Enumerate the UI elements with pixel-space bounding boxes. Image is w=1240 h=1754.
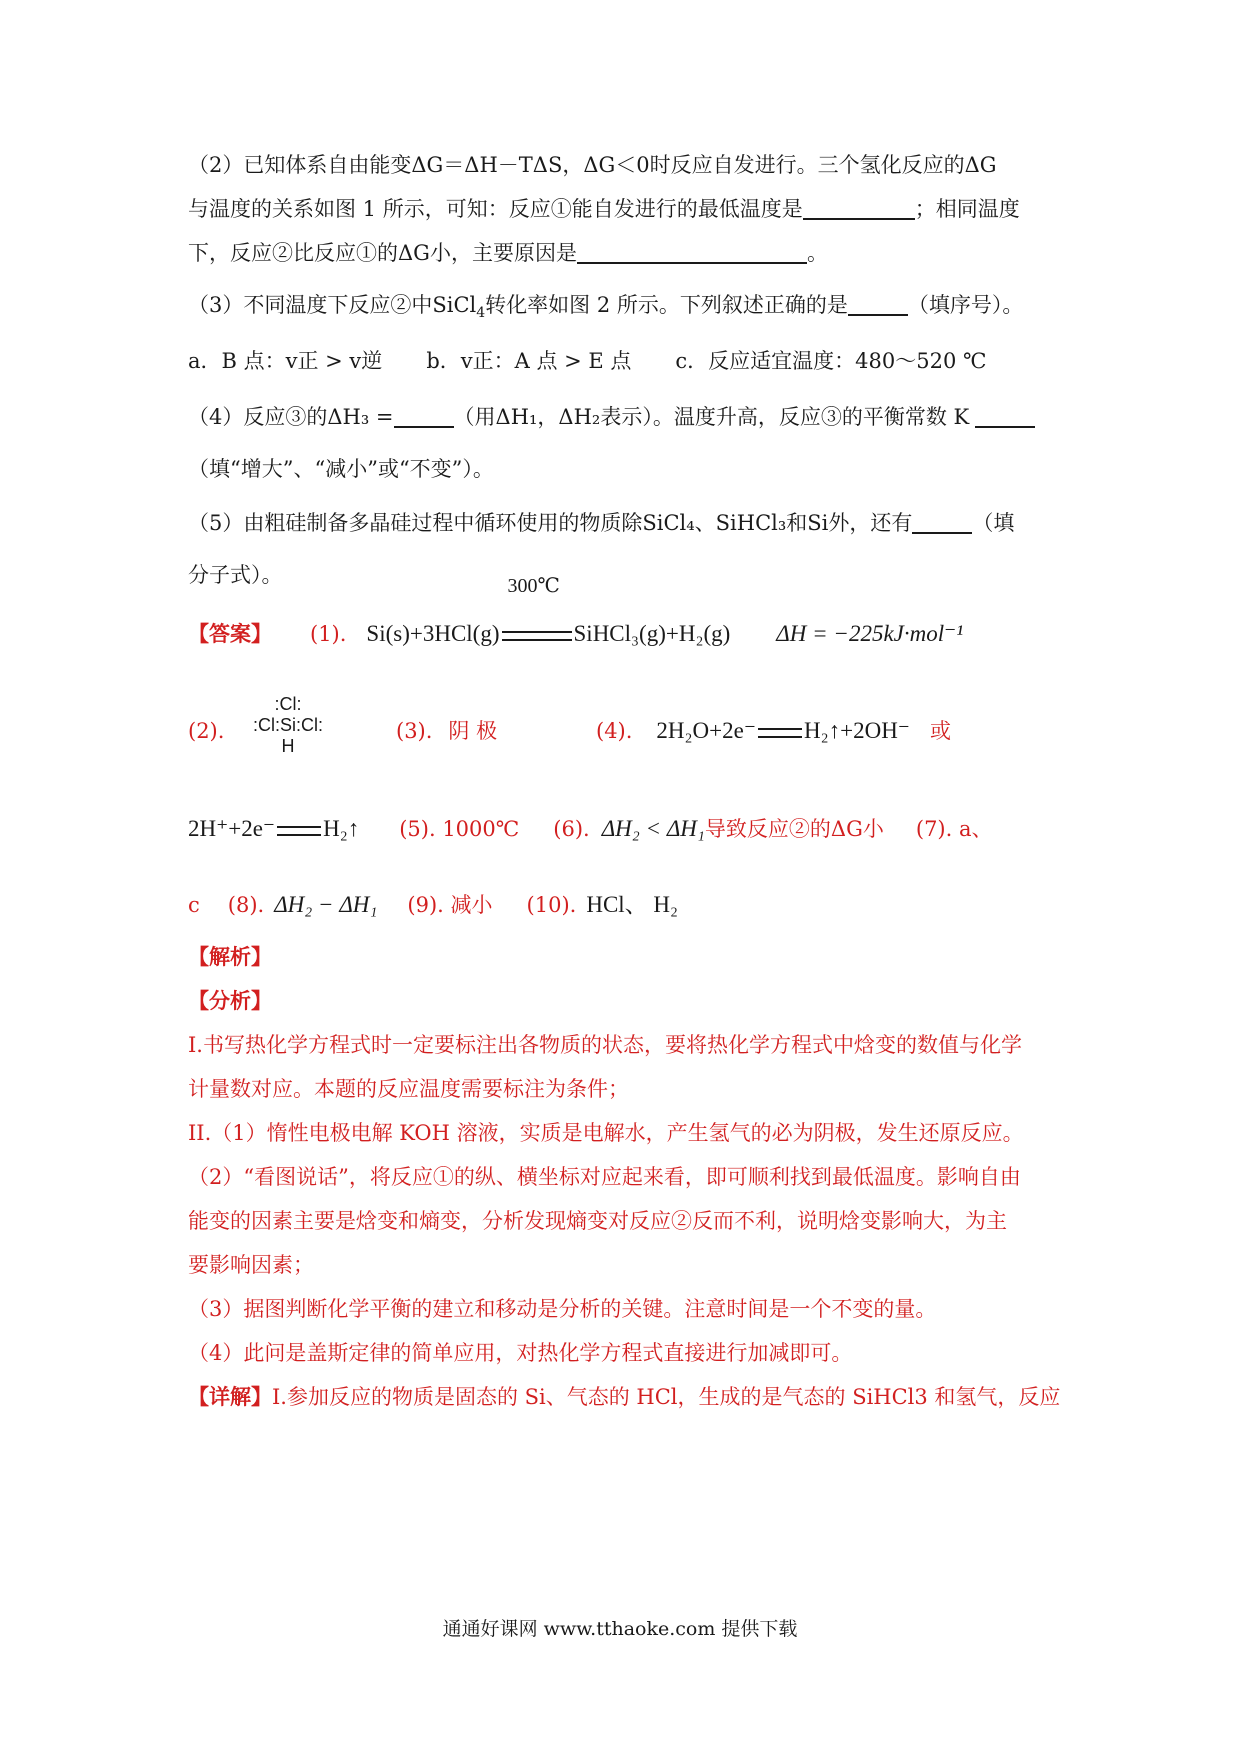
- answer-5: (5). 1000℃: [399, 817, 520, 841]
- analysis-paragraph: 计量数对应。本题的反应温度需要标注为条件；: [188, 1077, 629, 1101]
- answer-8-math: ΔH₂ − ΔH₁: [274, 892, 378, 917]
- q3-line1-text: （3）不同温度下反应②中SiCl: [188, 293, 477, 317]
- lewis-middle: :Cl:Si:Cl:: [252, 715, 323, 735]
- q2-line3: [188, 238, 828, 268]
- q2-line3-tail: 。: [806, 241, 828, 265]
- detail-text: I.参加反应的物质是固态的 Si、气态的 HCl，生成的是气态的 SiHCl3 和氢气，反应: [272, 1385, 1061, 1409]
- answer-4-or: 或: [929, 719, 951, 743]
- lewis-structure: [248, 694, 328, 757]
- q3-options: [188, 346, 987, 376]
- q4-line1: [188, 402, 1035, 432]
- analysis-paragraph: （3）据图判断化学平衡的建立和移动是分析的关键。注意时间是一个不变的量。: [188, 1297, 937, 1321]
- q2-line2-tail: ；相同温度: [914, 197, 1020, 221]
- q4-line2: （填“增大”、“减小”或“不变”）。: [188, 457, 494, 481]
- answer-blank: [975, 404, 1035, 428]
- analysis-paragraph: I.书写热化学方程式时一定要标注出各物质的状态，要将热化学方程式中焓变的数值与化学: [188, 1033, 1022, 1057]
- q3-option-a: a．B 点：v正 > v逆: [188, 349, 383, 373]
- answer-1-enthalpy: ΔH = −225kJ·mol⁻¹: [776, 621, 964, 646]
- q2-line2-text: 与温度的关系如图 1 所示，可知：反应①能自发进行的最低温度是: [188, 197, 803, 221]
- answer-6-math: ΔH₂ < ΔH₁: [601, 816, 705, 841]
- q3-option-b: b．v正：A 点 > E 点: [426, 349, 632, 373]
- page-footer: 通通好课网 www.tthaoke.com 提供下载: [442, 1618, 798, 1640]
- answer-7: (7). a、: [915, 817, 993, 841]
- q4-line1-mid: （用ΔH₁，ΔH₂表示）。温度升高，反应③的平衡常数 K: [453, 405, 970, 429]
- reaction-arrow: [500, 575, 574, 664]
- answer-1-left: Si(s)+3HCl(g): [366, 621, 500, 646]
- analysis-paragraph: （2）“看图说话”，将反应①的纵、横坐标对应起来看，即可顺利找到最低温度。影响自由: [188, 1165, 1021, 1189]
- reaction-condition: 300℃: [507, 575, 560, 597]
- answer-1-label: (1).: [310, 622, 347, 646]
- answer-tag: 【答案】: [188, 621, 272, 646]
- q2-line1: （2）已知体系自由能变ΔG＝ΔH－TΔS，ΔG＜0时反应自发进行。三个氢化反应的ΔG: [188, 153, 997, 177]
- answer-9: (9). 减小: [407, 893, 493, 917]
- detail-heading: 【详解】: [188, 1384, 272, 1409]
- q5-line1-text: （5）由粗硅制备多晶硅过程中循环使用的物质除SiCl₄、SiHCl₃和Si外，还有: [188, 511, 913, 535]
- answer-blank: [803, 196, 915, 220]
- answer-4: [596, 716, 951, 746]
- lewis-cl-top: :Cl:: [274, 694, 302, 714]
- analysis-paragraph: 要影响因素；: [188, 1253, 314, 1277]
- answer-4-eq2-right: H₂↑: [323, 816, 360, 841]
- q5-line2: 分子式）。: [188, 563, 283, 587]
- analysis-paragraph: （4）此问是盖斯定律的简单应用，对热化学方程式直接进行加减即可。: [188, 1341, 853, 1365]
- q3-option-c: c．反应适宜温度：480～520 ℃: [675, 349, 987, 373]
- answer-blank: [577, 240, 807, 264]
- answer-1-right: SiHCl₃(g)+H₂(g): [573, 621, 731, 646]
- analysis-paragraph: II.（1）惰性电极电解 KOH 溶液，实质是电解水，产生氢气的必为阴极，发生还原反应。: [188, 1121, 1024, 1145]
- lewis-h: H: [281, 736, 295, 756]
- answer-blank: [394, 404, 454, 428]
- jiexi-heading: 【解析】: [188, 944, 272, 969]
- answer-4-eq1-left: 2H₂O+2e⁻: [656, 718, 756, 743]
- answer-4-eq2-left: 2H⁺+2e⁻: [188, 816, 276, 841]
- answer-blank: [912, 510, 972, 534]
- answer-3: [396, 716, 497, 746]
- answer-10-label: (10).: [526, 893, 577, 917]
- answer-3-label: (3).: [396, 719, 433, 743]
- answer-line4: [188, 890, 678, 920]
- answer-4-eq1-right: H₂↑+2OH⁻: [803, 718, 910, 743]
- answer-7-cont: c: [188, 893, 200, 917]
- q5-line1: [188, 508, 1014, 538]
- q3-subscript: 4: [476, 305, 486, 322]
- answer-blank: [848, 292, 908, 316]
- q5-line1-tail: （填: [972, 511, 1015, 535]
- answer-4-label: (4).: [596, 719, 633, 743]
- answer-10-math: HCl、 H₂: [586, 892, 679, 917]
- q3-line1: [188, 290, 1023, 328]
- answer-2-label: (2).: [188, 719, 225, 743]
- q4-line1-text: （4）反应③的ΔH₃ =: [188, 405, 394, 429]
- answer-3-text: 阴 极: [448, 719, 498, 743]
- answer-6-text: 导致反应②的ΔG小: [704, 817, 884, 841]
- q3-line1-mid: 转化率如图 2 所示。下列叙述正确的是: [485, 293, 848, 317]
- answer-6-label: (6).: [553, 817, 590, 841]
- q2-line3-text: 下，反应②比反应①的ΔG小，主要原因是: [188, 241, 577, 265]
- answer-line3: [188, 814, 993, 844]
- detail-line: [188, 1382, 1060, 1412]
- q2-line2: [188, 194, 1020, 224]
- analysis-paragraph: 能变的因素主要是焓变和熵变，分析发现熵变对反应②反而不利，说明焓变影响大，为主: [188, 1209, 1007, 1233]
- q3-line1-tail: （填序号）。: [907, 293, 1024, 317]
- fenxi-heading: 【分析】: [188, 988, 272, 1013]
- answer-8-label: (8).: [227, 893, 265, 917]
